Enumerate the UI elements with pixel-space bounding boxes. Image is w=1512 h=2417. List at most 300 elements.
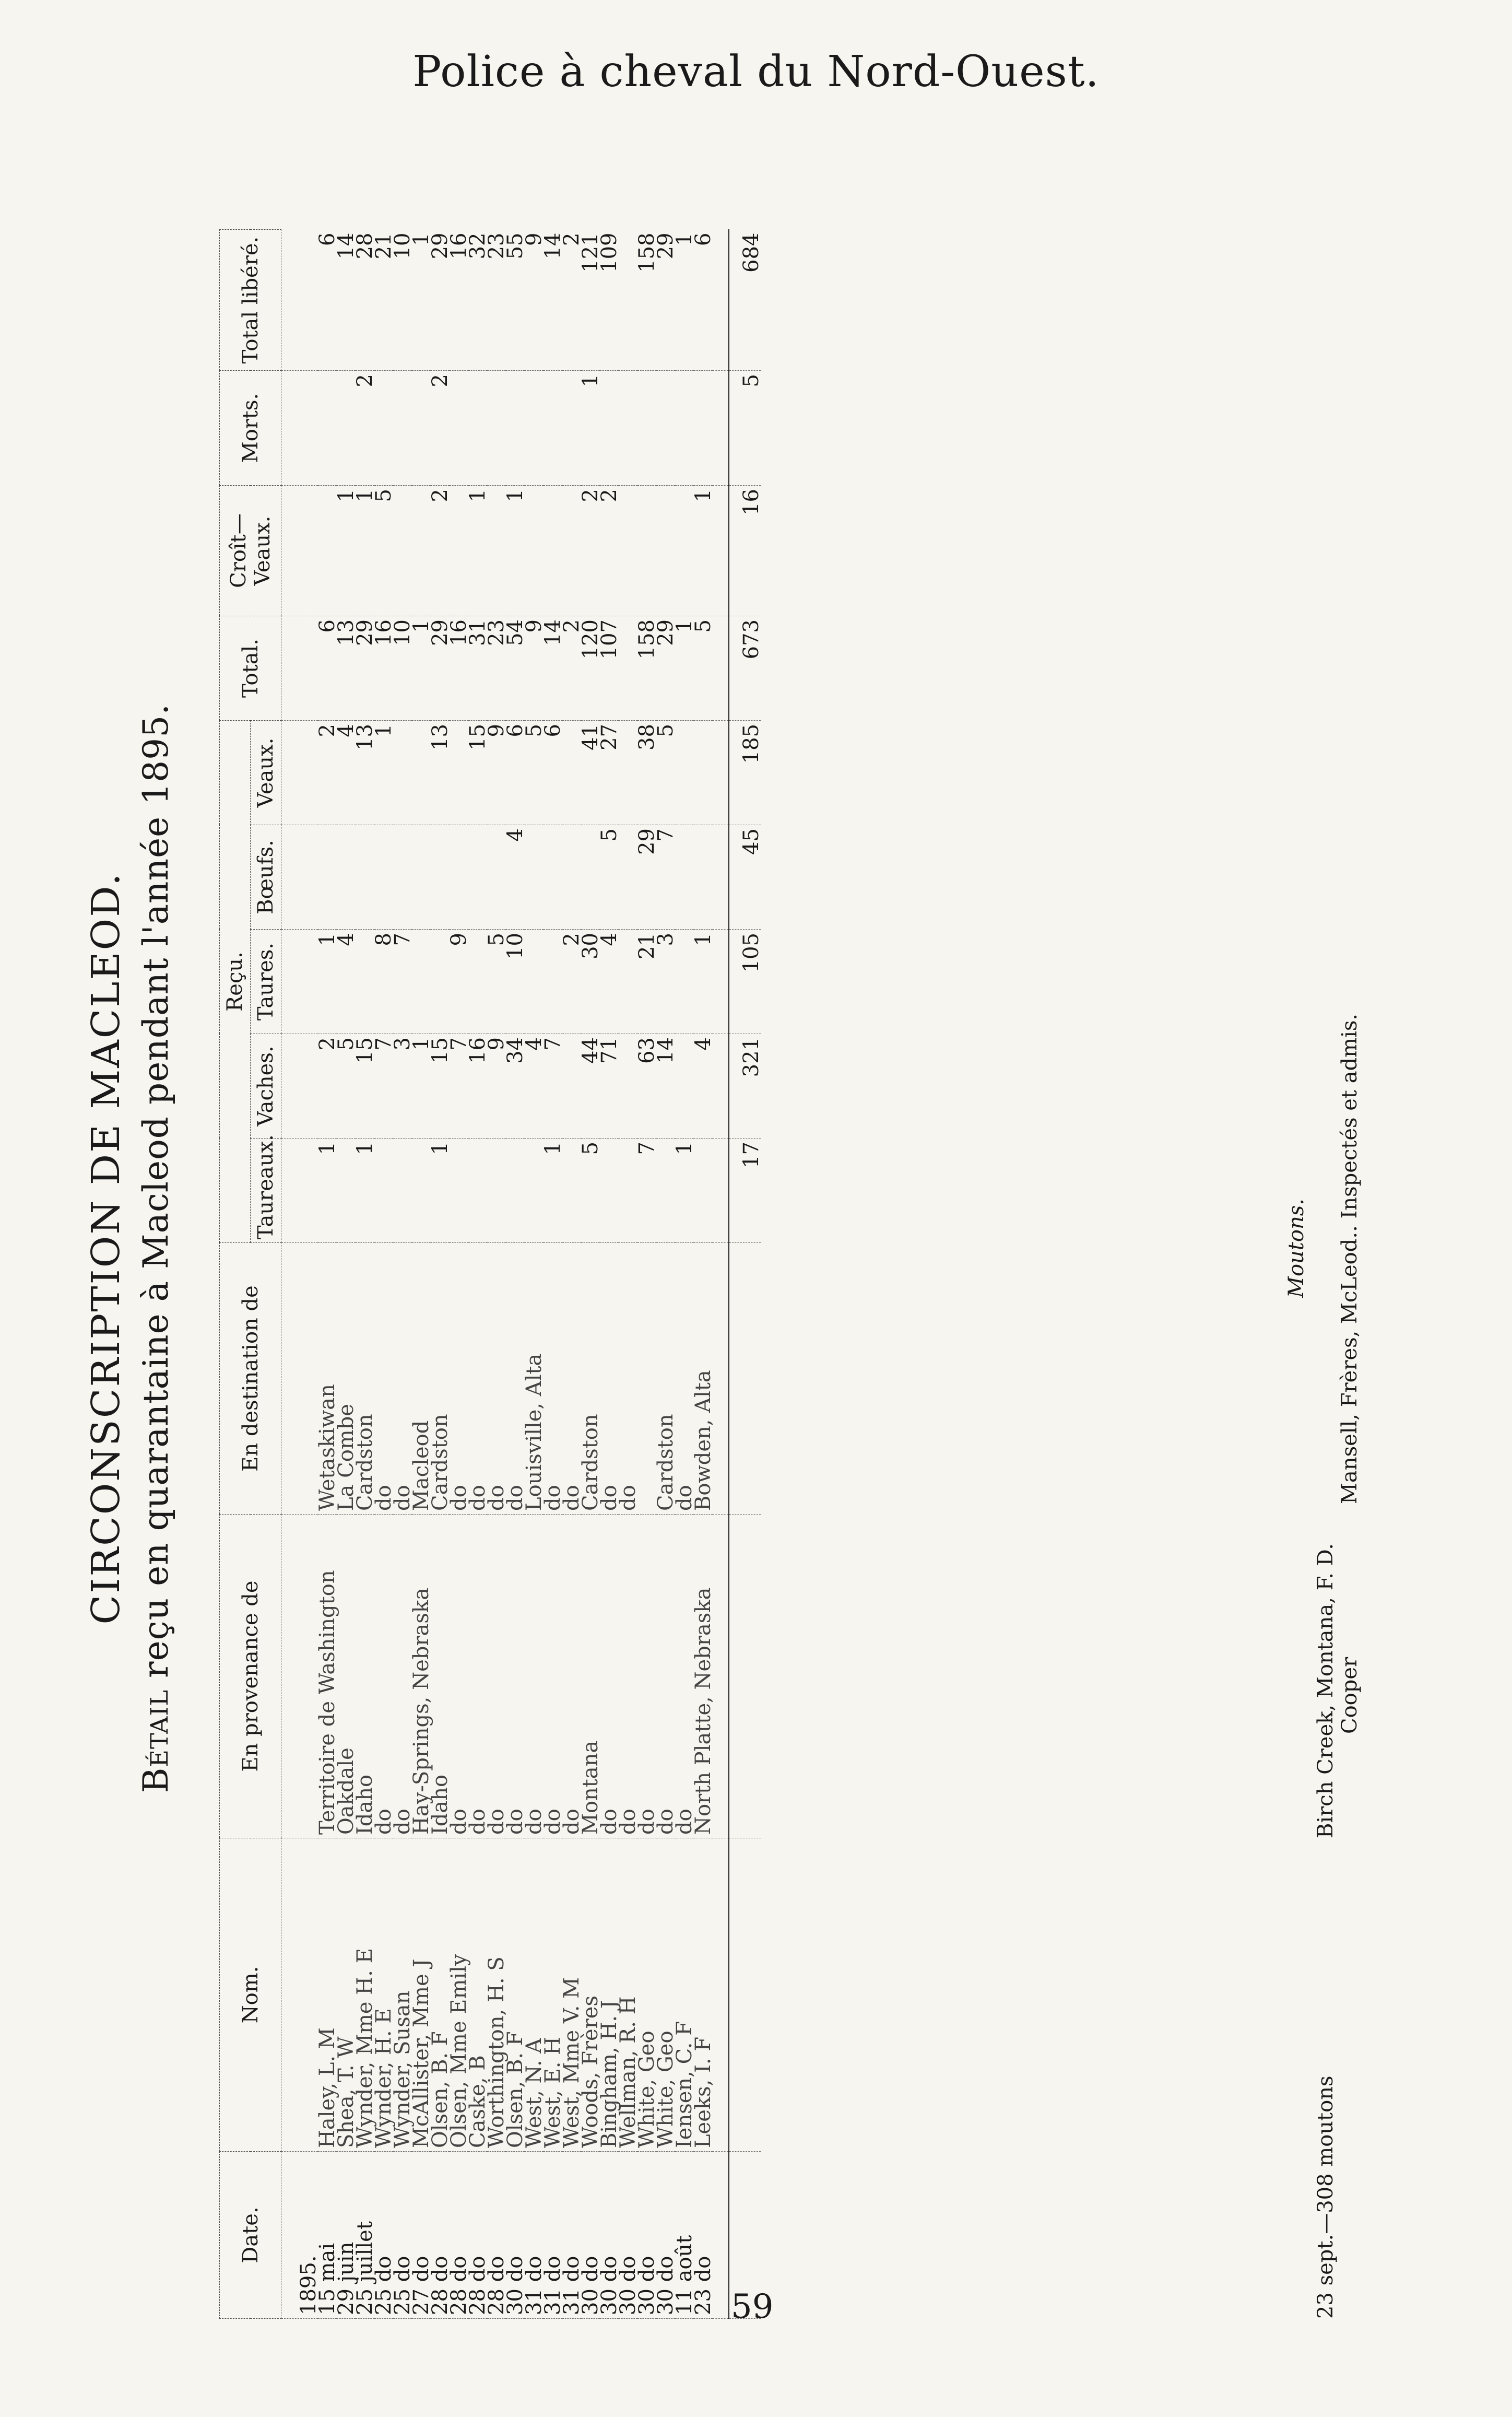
row-morts [506,370,525,485]
row-date: 11 août [675,2152,694,2319]
row-croit [619,485,637,616]
header-total: Total. [220,616,281,720]
sheep-line-2 [1338,178,1362,2319]
row-total: 14 [544,616,562,720]
row-nom: White, Geo [656,1838,675,2152]
row-destination: do [619,1243,637,1515]
row-boeufs [525,825,544,930]
row-total: 29 [431,616,450,720]
row-vaches: 9 [487,1034,506,1139]
row-nom: West, Mme V. M [562,1838,581,2152]
sheep-line-1 [1314,178,1338,2319]
row-provenance: do [600,1515,619,1838]
header-destination: En destination de [220,1243,281,1515]
row-provenance: do [619,1515,637,1838]
subtitle-rest: reçu en quarantaine à Macleod pendant l'année 1895. [136,703,176,1678]
row-libere: 121 [581,229,600,370]
header-recu: Reçu. [220,720,251,1242]
row-libere: 6 [318,229,337,370]
row-total: 29 [356,616,374,720]
row-date: 30 do [656,2152,675,2319]
row-morts [619,370,637,485]
row-boeufs: 5 [600,825,619,930]
row-boeufs [412,825,431,930]
sheep-destination: Mansell, Frères, McLeod.. Inspectés et admis. [1338,1013,1362,1504]
row-veaux: 5 [525,720,544,825]
row-provenance: North Platte, Nebraska [694,1515,713,1838]
row-provenance: do [468,1515,487,1838]
row-date: 15 mai [318,2152,337,2319]
row-destination: do [506,1243,525,1515]
row-morts [637,370,656,485]
row-taures [525,930,544,1034]
row-veaux: 38 [637,720,656,825]
row-morts [337,370,356,485]
row-taureaux [694,1139,713,1243]
row-destination: La Combe [337,1243,356,1515]
row-libere: 1 [675,229,694,370]
row-nom: McAllister, Mme J [412,1838,431,2152]
row-veaux [675,720,694,825]
row-boeufs: 29 [637,825,656,930]
row-morts: 2 [431,370,450,485]
row-morts [694,370,713,485]
row-nom: Olsen, Mme Emily [450,1838,468,2152]
row-nom: Wynder, Mme H. E [356,1838,374,2152]
row-total: 54 [506,616,525,720]
row-morts [450,370,468,485]
row-date: 25 do [393,2152,412,2319]
row-libere: 2 [562,229,581,370]
row-total: 16 [374,616,393,720]
totals-row [729,229,761,2318]
row-taureaux [450,1139,468,1243]
row-boeufs [450,825,468,930]
section-title: CIRCONSCRIPTION DE MACLEOD. [84,872,128,1625]
header-croit: Croît—Veaux. [220,485,281,616]
row-veaux [393,720,412,825]
row-morts [600,370,619,485]
row-veaux: 41 [581,720,600,825]
row-nom: White, Geo [637,1838,656,2152]
row-croit [675,485,694,616]
row-libere: 109 [600,229,619,370]
row-croit: 1 [506,485,525,616]
row-boeufs [393,825,412,930]
row-croit: 1 [694,485,713,616]
row-nom: Iensen, C. F [675,1838,694,2152]
row-taureaux: 1 [675,1139,694,1243]
row-taures: 2 [562,930,581,1034]
row-total: 31 [468,616,487,720]
section-subtitle [136,178,176,2319]
total-veaux: 185 [729,720,761,825]
header-nom: Nom. [220,1838,281,2152]
row-nom: West, N. A [525,1838,544,2152]
row-vaches: 7 [374,1034,393,1139]
row-nom: Caske, B [468,1838,487,2152]
row-provenance: Idaho [431,1515,450,1838]
row-destination: do [675,1243,694,1515]
row-libere: 10 [393,229,412,370]
row-destination: Cardston [656,1243,675,1515]
row-croit: 2 [431,485,450,616]
row-date: 28 do [431,2152,450,2319]
row-taureaux: 1 [356,1139,374,1243]
header-date: Date. [220,2152,281,2319]
header-morts: Morts. [220,370,281,485]
row-total: 107 [600,616,619,720]
row-vaches: 14 [656,1034,675,1139]
row-vaches: 5 [337,1034,356,1139]
row-destination: Cardston [581,1243,600,1515]
row-boeufs [431,825,450,930]
row-morts [656,370,675,485]
row-date: 30 do [619,2152,637,2319]
total-taures: 105 [729,930,761,1034]
row-vaches: 15 [431,1034,450,1139]
table-row [318,229,337,2318]
row-veaux: 13 [431,720,450,825]
row-nom: Woods, Frères [581,1838,600,2152]
row-croit [562,485,581,616]
header-provenance: En provenance de [220,1515,281,1838]
row-veaux: 15 [468,720,487,825]
row-provenance: do [374,1515,393,1838]
row-taures: 1 [694,930,713,1034]
row-taureaux: 7 [637,1139,656,1243]
row-provenance: Hay-Springs, Nebraska [412,1515,431,1838]
row-libere: 14 [544,229,562,370]
row-boeufs: 4 [506,825,525,930]
row-provenance: do [393,1515,412,1838]
row-provenance: do [450,1515,468,1838]
page-header: Police à cheval du Nord-Ouest. [412,47,1100,97]
header-vaches: Vaches. [251,1034,281,1139]
row-morts [318,370,337,485]
header-taures: Taures. [251,930,281,1034]
row-morts [675,370,694,485]
row-taures: 30 [581,930,600,1034]
row-destination: do [468,1243,487,1515]
sheep-caption: Moutons. [1284,1199,1308,1298]
row-taureaux [468,1139,487,1243]
row-destination: do [487,1243,506,1515]
row-croit [393,485,412,616]
row-taureaux [487,1139,506,1243]
row-croit [450,485,468,616]
row-boeufs [694,825,713,930]
row-veaux: 2 [318,720,337,825]
table-row [619,229,637,2318]
row-vaches: 4 [525,1034,544,1139]
row-taures: 7 [393,930,412,1034]
table-row [487,229,506,2318]
row-croit: 1 [356,485,374,616]
row-provenance: do [544,1515,562,1838]
row-croit: 2 [600,485,619,616]
row-boeufs [337,825,356,930]
row-provenance: do [506,1515,525,1838]
row-boeufs [356,825,374,930]
table-row [450,229,468,2318]
row-date: 27 do [412,2152,431,2319]
total-taureaux: 17 [729,1139,761,1243]
sheep-origin: Birch Creek, Montana, F. D. [1314,1543,1338,1838]
row-morts [487,370,506,485]
header-boeufs: Bœufs. [251,825,281,930]
row-libere: 158 [637,229,656,370]
row-nom: Wellman, R. H [619,1838,637,2152]
row-veaux: 4 [337,720,356,825]
row-libere: 21 [374,229,393,370]
row-libere: 23 [487,229,506,370]
row-date: 31 do [562,2152,581,2319]
row-croit: 2 [581,485,600,616]
row-boeufs [675,825,694,930]
table-row [694,229,713,2318]
row-vaches: 3 [393,1034,412,1139]
row-total: 5 [694,616,713,720]
row-vaches: 4 [694,1034,713,1139]
sheep-date: 23 sept.—308 moutons [1314,2075,1338,2319]
row-destination: Bowden, Alta [694,1243,713,1515]
row-veaux: 5 [656,720,675,825]
total-morts: 5 [729,370,761,485]
row-vaches: 7 [544,1034,562,1139]
row-provenance: do [487,1515,506,1838]
row-taureaux [393,1139,412,1243]
header-total-libere: Total libéré. [220,229,281,370]
row-libere: 6 [694,229,713,370]
row-total: 2 [562,616,581,720]
header-veaux: Veaux. [251,720,281,825]
row-date: 31 do [525,2152,544,2319]
row-libere: 14 [337,229,356,370]
row-libere: 55 [506,229,525,370]
row-destination: do [600,1243,619,1515]
row-taures: 9 [450,930,468,1034]
row-vaches: 1 [412,1034,431,1139]
row-nom: Wynder, Susan [393,1838,412,2152]
table-row [356,229,374,2318]
row-date: 23 do [694,2152,713,2319]
row-boeufs: 7 [656,825,675,930]
row-vaches: 16 [468,1034,487,1139]
row-provenance: do [525,1515,544,1838]
header-taureaux: Taureaux. [251,1139,281,1243]
row-date: 25 juillet [356,2152,374,2319]
row-morts [525,370,544,485]
row-total: 16 [450,616,468,720]
row-boeufs [374,825,393,930]
row-provenance: Oakdale [337,1515,356,1838]
rotated-content [84,178,1467,2319]
row-date: 28 do [487,2152,506,2319]
row-destination: do [562,1243,581,1515]
row-morts [562,370,581,485]
row-total: 6 [318,616,337,720]
row-provenance: Montana [581,1515,600,1838]
row-croit: 1 [337,485,356,616]
row-taures: 4 [337,930,356,1034]
row-destination: Macleod [412,1243,431,1515]
row-nom: Olsen, B. F [431,1838,450,2152]
row-veaux: 6 [506,720,525,825]
row-total: 1 [412,616,431,720]
row-libere: 32 [468,229,487,370]
row-vaches: 7 [450,1034,468,1139]
row-date: 31 do [544,2152,562,2319]
row-taureaux: 1 [318,1139,337,1243]
row-taures: 4 [600,930,619,1034]
row-total: 1 [675,616,694,720]
row-nom: Wynder, H. E [374,1838,393,2152]
row-destination: do [374,1243,393,1515]
row-taures: 5 [487,930,506,1034]
row-morts [393,370,412,485]
row-morts: 2 [356,370,374,485]
row-provenance: do [675,1515,694,1838]
row-taures: 3 [656,930,675,1034]
row-libere: 16 [450,229,468,370]
row-veaux: 6 [544,720,562,825]
row-veaux [694,720,713,825]
row-veaux: 1 [374,720,393,825]
row-veaux: 13 [356,720,374,825]
sheep-section [1284,178,1362,2319]
row-total: 9 [525,616,544,720]
row-taures: 21 [637,930,656,1034]
row-taureaux [506,1139,525,1243]
row-destination: Cardston [356,1243,374,1515]
row-croit [544,485,562,616]
row-total: 29 [656,616,675,720]
row-nom: Olsen, B. F [506,1838,525,2152]
row-croit: 5 [374,485,393,616]
row-taures: 10 [506,930,525,1034]
row-nom: West, E. H [544,1838,562,2152]
row-boeufs [468,825,487,930]
total-vaches: 321 [729,1034,761,1139]
row-vaches: 34 [506,1034,525,1139]
row-destination: Cardston [431,1243,450,1515]
cattle-table [219,229,761,2319]
row-libere: 9 [525,229,544,370]
row-total: 23 [487,616,506,720]
row-provenance: Territoire de Washington [318,1515,337,1838]
row-libere: 1 [412,229,431,370]
row-destination: do [544,1243,562,1515]
row-vaches: 44 [581,1034,600,1139]
table-row [637,229,656,2318]
row-veaux: 9 [487,720,506,825]
row-boeufs [544,825,562,930]
row-date: 25 do [374,2152,393,2319]
row-nom: Leeks, I. F [694,1838,713,2152]
row-boeufs [562,825,581,930]
row-vaches: 2 [318,1034,337,1139]
row-provenance: Idaho [356,1515,374,1838]
row-provenance: do [637,1515,656,1838]
row-date: 30 do [600,2152,619,2319]
row-nom: Haley, L. M [318,1838,337,2152]
table-row [506,229,525,2318]
row-nom: Bingham, H. J [600,1838,619,2152]
table-row [412,229,431,2318]
row-vaches: 63 [637,1034,656,1139]
row-taureaux: 1 [431,1139,450,1243]
row-libere: 29 [656,229,675,370]
row-morts [544,370,562,485]
row-date: 29 juin [337,2152,356,2319]
row-date: 28 do [450,2152,468,2319]
row-destination: Louisville, Alta [525,1243,544,1515]
row-taureaux: 5 [581,1139,600,1243]
row-destination: do [393,1243,412,1515]
row-provenance: do [562,1515,581,1838]
row-date: 30 do [637,2152,656,2319]
row-croit [487,485,506,616]
row-taures [412,930,431,1034]
row-croit [318,485,337,616]
table-row [675,229,694,2318]
subtitle-lead: Bétail [136,1689,176,1793]
row-libere: 29 [431,229,450,370]
total-total: 673 [729,616,761,720]
row-morts: 1 [581,370,600,485]
row-vaches: 71 [600,1034,619,1139]
row-morts [468,370,487,485]
row-date: 28 do [468,2152,487,2319]
row-croit: 1 [468,485,487,616]
row-nom: Shea, T. W [337,1838,356,2152]
total-boeufs: 45 [729,825,761,930]
row-croit [412,485,431,616]
sheep-owner: Cooper [1338,1657,1362,1734]
row-taureaux [374,1139,393,1243]
page-number: 59 [731,2287,774,2326]
row-destination: Wetaskiwan [318,1243,337,1515]
row-boeufs [318,825,337,930]
row-total: 120 [581,616,600,720]
row-nom: Worthington, H. S [487,1838,506,2152]
row-libere: 28 [356,229,374,370]
table-row [656,229,675,2318]
row-croit [637,485,656,616]
row-croit [525,485,544,616]
row-total: 10 [393,616,412,720]
row-morts [412,370,431,485]
row-date: 30 do [506,2152,525,2319]
total-libere: 684 [729,229,761,370]
row-taures: 8 [374,930,393,1034]
row-total: 158 [637,616,656,720]
row-date: 30 do [581,2152,600,2319]
row-destination: do [450,1243,468,1515]
row-total: 13 [337,616,356,720]
row-morts [374,370,393,485]
row-croit [656,485,675,616]
row-provenance: do [656,1515,675,1838]
row-taures: 1 [318,930,337,1034]
row-taureaux: 1 [544,1139,562,1243]
row-taureaux [600,1139,619,1243]
table-row [525,229,544,2318]
row-veaux: 27 [600,720,619,825]
year-label: 1895. [281,2152,318,2319]
row-vaches: 15 [356,1034,374,1139]
